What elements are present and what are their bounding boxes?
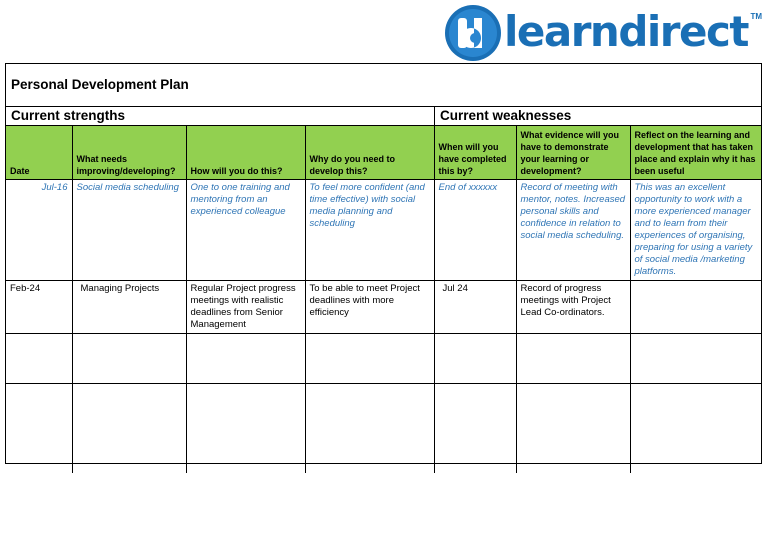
column-header-how: How will you do this? [186,126,305,180]
cell-date[interactable] [6,334,72,384]
cell-how[interactable]: One to one training and mentoring from an experienced colleague [186,180,305,281]
cell-date[interactable] [6,384,72,473]
learndirect-wordmark: learndirect [504,7,748,56]
cell-evidence[interactable]: Record of progress meetings with Project Lead Co-ordinators. [516,281,630,334]
table-header-row [6,126,761,180]
table-row [6,334,761,384]
cell-when[interactable]: End of xxxxxx [434,180,516,281]
development-plan-table [6,126,761,473]
current-weaknesses-heading: Current weaknesses [440,108,572,123]
table-row [6,384,761,473]
trademark-symbol: TM [750,12,762,21]
cell-why[interactable] [305,384,434,473]
cell-how[interactable] [186,384,305,473]
title-row [6,64,761,107]
cell-when[interactable] [434,384,516,473]
cell-date[interactable]: Feb-24 [6,281,72,334]
cell-how[interactable] [186,334,305,384]
cell-reflect[interactable] [630,281,761,334]
column-header-why: Why do you need to develop this? [305,126,434,180]
development-plan-form [5,63,762,464]
cell-why[interactable] [305,334,434,384]
cell-reflect[interactable]: This was an excellent opportunity to work with a more experienced manager and to learn from their experiences of organising, preparing for using a variety of social media /marketing platforms. [630,180,761,281]
cell-evidence[interactable] [516,384,630,473]
cell-reflect[interactable] [630,384,761,473]
cell-why[interactable]: To feel more confident (and time effective) with social media planning and scheduling [305,180,434,281]
current-strengths-heading: Current strengths [11,108,126,123]
cell-improve[interactable]: Social media scheduling [72,180,186,281]
cell-improve[interactable]: Managing Projects [72,281,186,334]
section-divider [434,107,435,126]
page-title: Personal Development Plan [11,77,189,92]
cell-reflect[interactable] [630,334,761,384]
learndirect-logo [444,4,764,62]
cell-improve[interactable] [72,384,186,473]
cell-when[interactable]: Jul 24 [434,281,516,334]
cell-evidence[interactable]: Record of meeting with mentor, notes. Increased personal skills and confidence in relation to social media scheduling. [516,180,630,281]
column-header-evidence: What evidence will you have to demonstrate your learning or development? [516,126,630,180]
column-header-reflect: Reflect on the learning and development that has taken place and explain why it has been useful [630,126,761,180]
learndirect-logo-mark-icon [444,4,502,62]
cell-improve[interactable] [72,334,186,384]
table-row [6,180,761,281]
column-header-improve: What needs improving/developing? [72,126,186,180]
section-header-row [6,107,761,126]
column-header-date: Date [6,126,72,180]
cell-date[interactable]: Jul-16 [6,180,72,281]
table-row [6,281,761,334]
cell-evidence[interactable] [516,334,630,384]
cell-why[interactable]: To be able to meet Project deadlines with more efficiency [305,281,434,334]
column-header-when: When will you have completed this by? [434,126,516,180]
cell-how[interactable]: Regular Project progress meetings with realistic deadlines from Senior Management [186,281,305,334]
cell-when[interactable] [434,334,516,384]
